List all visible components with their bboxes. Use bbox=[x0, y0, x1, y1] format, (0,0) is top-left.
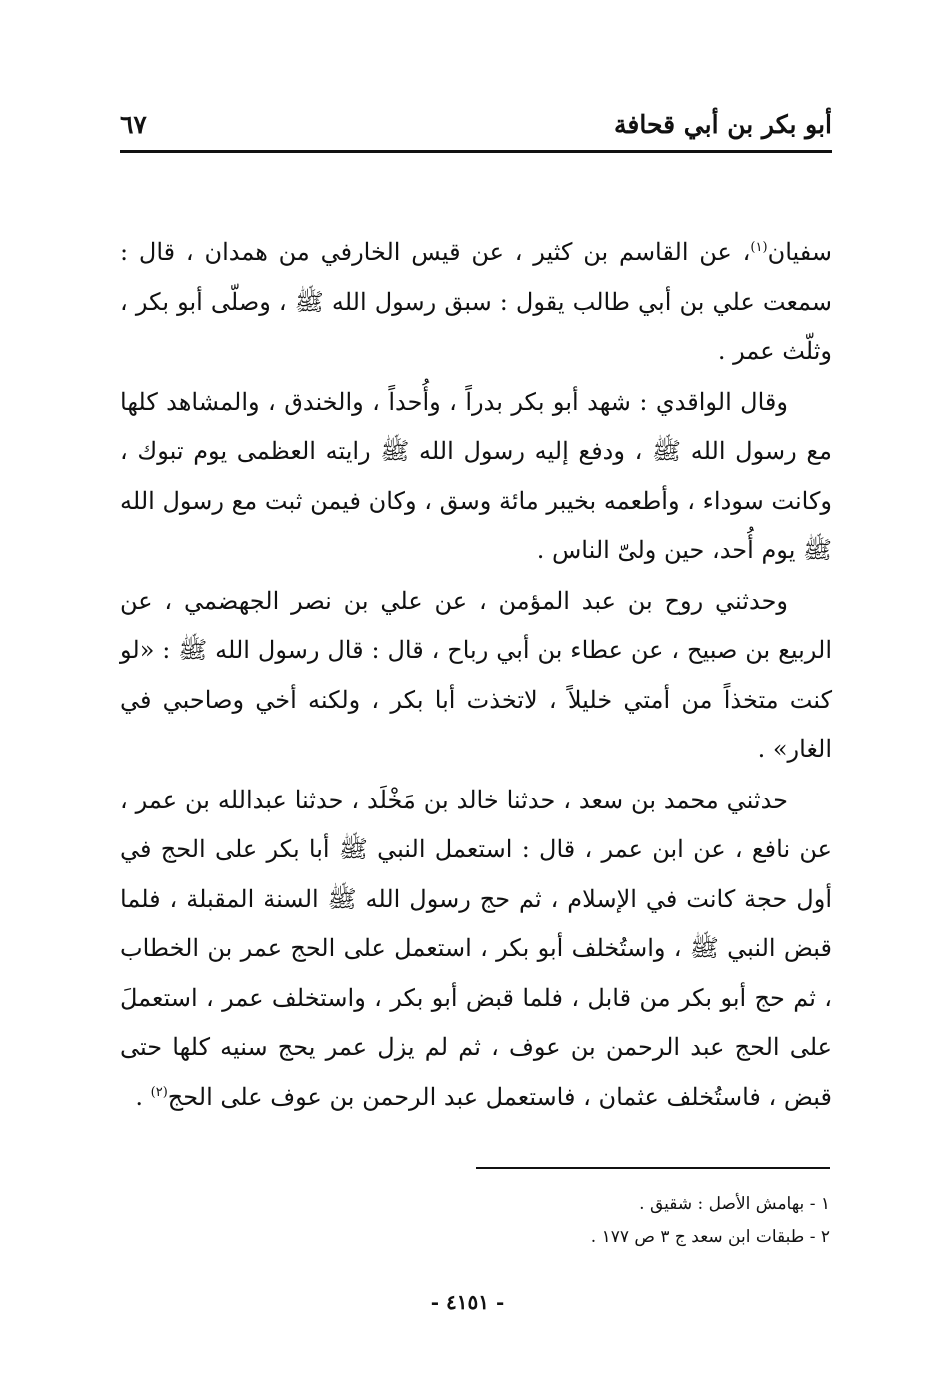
paragraph-4-end: . bbox=[135, 1082, 151, 1111]
paragraph-2: وقال الواقدي : شهد أبو بكر بدراً ، وأُحداً ، والخندق ، والمشاهد كلها مع رسول الله ﷺ ، ودفع إليه رسول الله ﷺ رايته العظمى يوم تبوك ، وكانت سوداء ، وأطعمه بخيبر مائة وسق ، وكان فيمن ثبت مع رسول الله ﷺ يوم أُحد، حين ولىّ الناس . bbox=[120, 387, 832, 564]
page-header bbox=[120, 108, 832, 148]
folio-number: - ٤١٥١ - bbox=[430, 1290, 505, 1314]
paragraph-4 bbox=[120, 776, 832, 1123]
footnote-ref-1[interactable]: (١) bbox=[750, 240, 768, 255]
paragraph-1-start: سفيان bbox=[767, 238, 832, 266]
footnote-2: ٢ - طبقات ابن سعد ج ٣ ص ١٧٧ . bbox=[590, 1227, 830, 1247]
footnote-ref-2[interactable]: (٢) bbox=[150, 1084, 168, 1100]
page-number: ٦٧ bbox=[120, 110, 147, 139]
footnote-rule bbox=[476, 1167, 830, 1169]
footnote-1: ١ - بهامش الأصل : شقيق . bbox=[639, 1194, 830, 1214]
paragraph-4-text: حدثني محمد بن سعد ، حدثنا خالد بن مَخْلَد ، حدثنا عبدالله بن عمر ، عن نافع ، عن ابن عمر ، قال : استعمل النبي ﷺ أبا بكر على الحج في أول حجة كانت في الإسلام ، ثم حج رسول الله ﷺ السنة المقبلة ، فلما قبض النبي ﷺ ، واستُخلف أبو بكر ، استعمل على الحج عمر بن الخطاب ، ثم حج أبو بكر من قابل ، فلما قبض أبو بكر ، واستخلف عمر ، استعملَ على الحج عبد الرحمن بن عوف ، ثم لم يزل عمر يحج سنيه كلها حتى قبض ، فاستُخلف عثمان ، فاستعمل عبد الرحمن بن عوف على الحج bbox=[120, 785, 832, 1111]
footnotes bbox=[476, 1188, 830, 1254]
running-title: أبو بكر بن أبي قحافة bbox=[614, 110, 832, 139]
paragraph-1 bbox=[120, 228, 832, 377]
header-rule bbox=[120, 150, 832, 153]
paragraph-3: وحدثني روح بن عبد المؤمن ، عن علي بن نصر الجهضمي ، عن الربيع بن صبيح ، عن عطاء بن أبي رباح ، قال : قال رسول الله ﷺ : «لو كنت متخذاً من أمتي خليلاً ، لاتخذت أبا بكر ، ولكنه أخي وصاحبي في الغار» . bbox=[120, 586, 832, 763]
body-text bbox=[120, 228, 832, 1122]
paragraph-1-rest: ، عن القاسم بن كثير ، عن قيس الخارفي من همدان ، قال : سمعت علي بن أبي طالب يقول : سبق رسول الله ﷺ ، وصلّى أبو بكر ، وثلّث عمر . bbox=[120, 238, 832, 365]
